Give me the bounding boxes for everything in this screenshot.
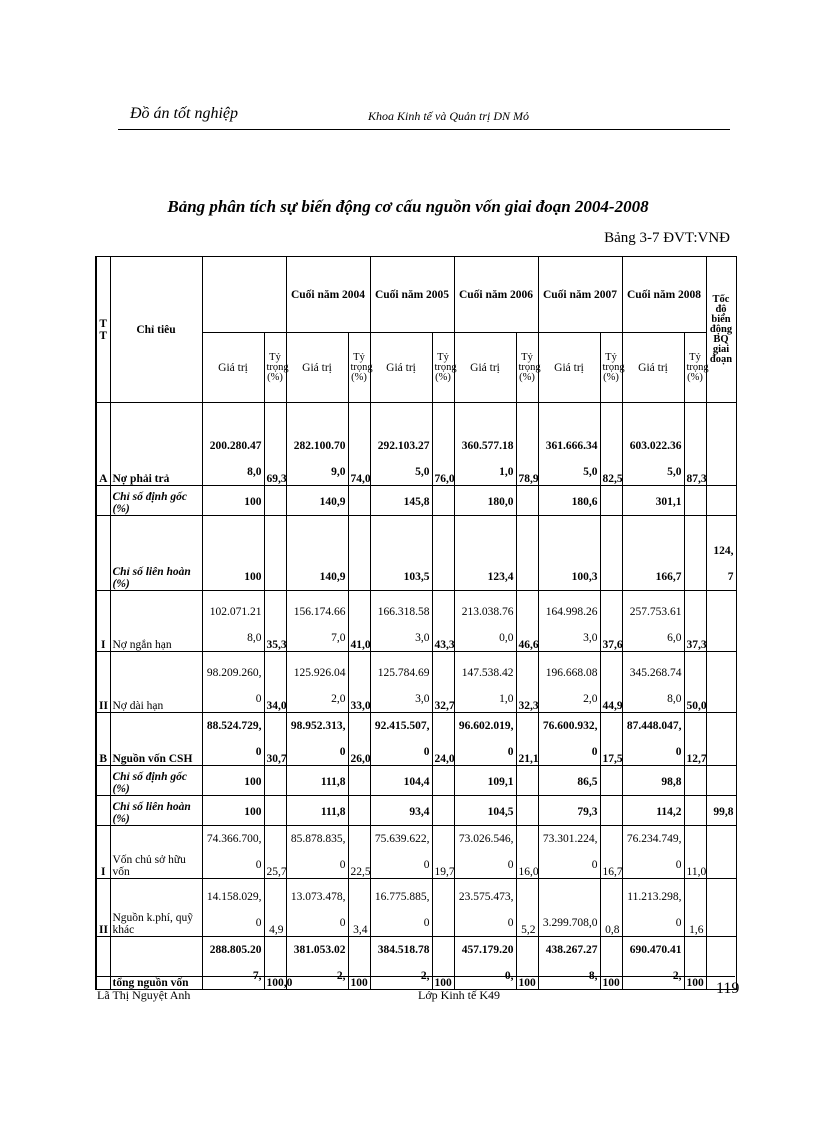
ratio-cell: 34,0 [264,652,286,713]
value-cell: 11.213.298,0 [622,879,684,937]
row-label: Chỉ số liên hoàn (%) [110,796,202,826]
value-cell: 145,8 [370,486,432,516]
value-cell: 360.577.181,0 [454,403,516,486]
ratio-cell [264,516,286,591]
ratio-cell: 26,0 [348,713,370,766]
table-row [96,713,736,766]
sub-ratio-header: Tỷ trọng (%) [600,333,622,403]
speed-cell: 99,8 [706,796,736,826]
value-cell: 87.448.047,0 [622,713,684,766]
ratio-cell: 46,6 [516,591,538,652]
value-cell: 76.600.932,0 [538,713,600,766]
ratio-cell [432,516,454,591]
sub-ratio-header: Tỷ trọng (%) [516,333,538,403]
value-cell: 102.071.218,0 [202,591,264,652]
ratio-cell [264,766,286,796]
ratio-cell: 21,1 [516,713,538,766]
row-label: Nguồn k.phí, quỹ khác [110,879,202,937]
ratio-cell: 4,9 [264,879,286,937]
sub-value-header: Giá trị [622,333,684,403]
value-cell: 111,8 [286,766,348,796]
value-cell: 180,0 [454,486,516,516]
value-cell: 14.158.029,0 [202,879,264,937]
value-cell: 85.878.835,0 [286,826,348,879]
value-cell: 88.524.729,0 [202,713,264,766]
table-row [96,796,736,826]
value-cell: 104,5 [454,796,516,826]
speed-cell [706,486,736,516]
year-header: Cuối năm 2008 [622,257,706,333]
ratio-cell [684,796,706,826]
sub-value-header: Giá trị [454,333,516,403]
value-cell: 3.299.708,0 [538,879,600,937]
speed-cell [706,713,736,766]
speed-cell [706,826,736,879]
row-tt [96,796,110,826]
ratio-cell [684,766,706,796]
sub-value-header: Giá trị [370,333,432,403]
page-number: 119 [716,980,740,997]
ratio-cell: 19,7 [432,826,454,879]
ratio-cell: 35,3 [264,591,286,652]
value-cell: 361.666.345,0 [538,403,600,486]
ratio-cell: 5,2 [516,879,538,937]
row-label: Nợ phải trả [110,403,202,486]
ratio-cell: 76,0 [432,403,454,486]
value-cell: 74.366.700,0 [202,826,264,879]
ratio-cell: 3,4 [348,879,370,937]
value-cell: 75.639.622,0 [370,826,432,879]
ratio-cell: 82,5 [600,403,622,486]
ratio-cell: 33,0 [348,652,370,713]
row-tt: B [96,713,110,766]
row-tt [96,516,110,591]
row-label: Nợ dài hạn [110,652,202,713]
table-row [96,486,736,516]
sub-value-header: Giá trị [538,333,600,403]
value-cell: 93,4 [370,796,432,826]
value-cell: 282.100.709,0 [286,403,348,486]
speed-cell [706,591,736,652]
value-cell: 16.775.885,0 [370,879,432,937]
value-cell: 690.470.412, [622,937,684,990]
value-cell: 100,3 [538,516,600,591]
sub-value-header: Giá trị [286,333,348,403]
ratio-cell: 78,9 [516,403,538,486]
ratio-cell [432,486,454,516]
ratio-cell [600,766,622,796]
ratio-cell: 1,6 [684,879,706,937]
ratio-cell [432,766,454,796]
row-tt: A [96,403,110,486]
row-label: Nguồn vốn CSH [110,713,202,766]
year-header: Cuối năm 2004 [286,257,370,333]
table-row [96,937,736,990]
ratio-cell: 69,3 [264,403,286,486]
row-label: Chỉ số liên hoàn (%) [110,516,202,591]
value-cell: 109,1 [454,766,516,796]
ratio-cell: 16,7 [600,826,622,879]
ratio-cell: 74,0 [348,403,370,486]
speed-cell [706,403,736,486]
ratio-cell [684,486,706,516]
value-cell: 104,4 [370,766,432,796]
value-cell: 156.174.667,0 [286,591,348,652]
ratio-cell: 100,0 [264,937,286,990]
row-tt [96,486,110,516]
value-cell: 438.267.278, [538,937,600,990]
ratio-cell [516,796,538,826]
ratio-cell: 100 [348,937,370,990]
col-chitieu-header: Chỉ tiêu [110,257,202,403]
ratio-cell: 37,3 [684,591,706,652]
table-row [96,516,736,591]
ratio-cell: 100 [684,937,706,990]
header-center: Khoa Kinh tế và Quản trị DN Mỏ [368,109,529,123]
table-unit: Bảng 3-7 ĐVT:VNĐ [604,230,730,246]
value-cell: 111,8 [286,796,348,826]
col-speed-header: Tốc độ biến động BQ giai đoạn [706,257,736,403]
ratio-cell: 0,8 [600,879,622,937]
sub-ratio-header: Tỷ trọng (%) [264,333,286,403]
page-header [118,103,730,130]
ratio-cell [516,516,538,591]
value-cell: 98.952.313,0 [286,713,348,766]
value-cell: 73.301.224,0 [538,826,600,879]
ratio-cell: 100 [432,937,454,990]
value-cell: 381.053.022, [286,937,348,990]
ratio-cell: 41,0 [348,591,370,652]
ratio-cell: 32,3 [516,652,538,713]
row-label: Chỉ số định gốc (%) [110,486,202,516]
row-label: tổng nguồn vốn [110,937,202,990]
value-cell: 96.602.019,0 [454,713,516,766]
speed-cell [706,652,736,713]
table-body [96,403,736,990]
value-cell: 23.575.473,0 [454,879,516,937]
value-cell: 301,1 [622,486,684,516]
ratio-cell [516,486,538,516]
value-cell: 103,5 [370,516,432,591]
ratio-cell [684,516,706,591]
row-label: Nợ ngắn hạn [110,591,202,652]
value-cell: 100 [202,486,264,516]
value-cell: 164.998.263,0 [538,591,600,652]
row-label: Vốn chủ sở hữu vốn [110,826,202,879]
ratio-cell [432,796,454,826]
ratio-cell [264,486,286,516]
value-cell: 180,6 [538,486,600,516]
ratio-cell: 32,7 [432,652,454,713]
capital-structure-table [95,256,737,990]
value-cell: 123,4 [454,516,516,591]
table-row [96,403,736,486]
year-header: Cuối năm 2005 [370,257,454,333]
header-left: Đồ án tốt nghiệp [130,105,238,122]
sub-ratio-header: Tỷ trọng (%) [432,333,454,403]
ratio-cell [516,766,538,796]
value-cell: 288.805.207, [202,937,264,990]
value-cell: 92.415.507,0 [370,713,432,766]
ratio-cell: 100 [516,937,538,990]
ratio-cell: 22,5 [348,826,370,879]
year-header: Cuối năm 2007 [538,257,622,333]
value-cell: 257.753.616,0 [622,591,684,652]
value-cell: 603.022.365,0 [622,403,684,486]
value-cell: 79,3 [538,796,600,826]
sub-ratio-header: Tỷ trọng (%) [348,333,370,403]
value-cell: 125.926.042,0 [286,652,348,713]
value-cell: 140,9 [286,516,348,591]
value-cell: 292.103.275,0 [370,403,432,486]
ratio-cell [264,796,286,826]
row-tt [96,937,110,990]
ratio-cell: 100 [600,937,622,990]
table-title: Bảng phân tích sự biến động cơ cấu nguồn vốn giai đoạn 2004-2008 [167,197,649,216]
table-row [96,879,736,937]
col-base-header [202,257,286,333]
row-tt: II [96,879,110,937]
row-tt: I [96,591,110,652]
value-cell: 457.179.200, [454,937,516,990]
row-label: Chỉ số định gốc (%) [110,766,202,796]
value-cell: 166,7 [622,516,684,591]
row-tt: I [96,826,110,879]
ratio-cell [348,766,370,796]
value-cell: 98.209.260,0 [202,652,264,713]
ratio-cell: 50,0 [684,652,706,713]
sub-ratio-header: Tỷ trọng (%) [684,333,706,403]
value-cell: 100 [202,766,264,796]
ratio-cell: 37,6 [600,591,622,652]
ratio-cell: 12,7 [684,713,706,766]
value-cell: 98,8 [622,766,684,796]
ratio-cell: 17,5 [600,713,622,766]
ratio-cell [600,796,622,826]
value-cell: 140,9 [286,486,348,516]
speed-cell [706,766,736,796]
value-cell: 213.038.760,0 [454,591,516,652]
ratio-cell: 43,3 [432,591,454,652]
value-cell: 100 [202,516,264,591]
ratio-cell: 24,0 [432,713,454,766]
value-cell: 147.538.421,0 [454,652,516,713]
table-row [96,826,736,879]
table-row [96,591,736,652]
footer-author: Lã Thị Nguyệt Anh [97,988,191,1002]
value-cell: 73.026.546,0 [454,826,516,879]
value-cell: 196.668.082,0 [538,652,600,713]
footer-rule [95,976,735,978]
ratio-cell: 30,7 [264,713,286,766]
row-tt [96,766,110,796]
value-cell: 125.784.693,0 [370,652,432,713]
value-cell: 384.518.782, [370,937,432,990]
ratio-cell: 44,9 [600,652,622,713]
ratio-cell [600,516,622,591]
year-header: Cuối năm 2006 [454,257,538,333]
ratio-cell [348,486,370,516]
col-tt-header: T T [96,257,110,403]
table-row [96,652,736,713]
footer-class: Lớp Kinh tế K49 [418,988,501,1002]
value-cell: 200.280.478,0 [202,403,264,486]
value-cell: 100 [202,796,264,826]
speed-cell [706,879,736,937]
ratio-cell [432,879,454,937]
ratio-cell [600,486,622,516]
value-cell: 76.234.749,0 [622,826,684,879]
value-cell: 114,2 [622,796,684,826]
value-cell: 86,5 [538,766,600,796]
sub-value-header: Giá trị [202,333,264,403]
ratio-cell: 16,0 [516,826,538,879]
value-cell: 345.268.748,0 [622,652,684,713]
row-tt: II [96,652,110,713]
table-row [96,766,736,796]
ratio-cell [348,516,370,591]
value-cell: 13.073.478,0 [286,879,348,937]
speed-cell: 124,7 [706,516,736,591]
ratio-cell: 87,3 [684,403,706,486]
ratio-cell: 25,7 [264,826,286,879]
ratio-cell: 11,0 [684,826,706,879]
value-cell: 166.318.583,0 [370,591,432,652]
ratio-cell [348,796,370,826]
